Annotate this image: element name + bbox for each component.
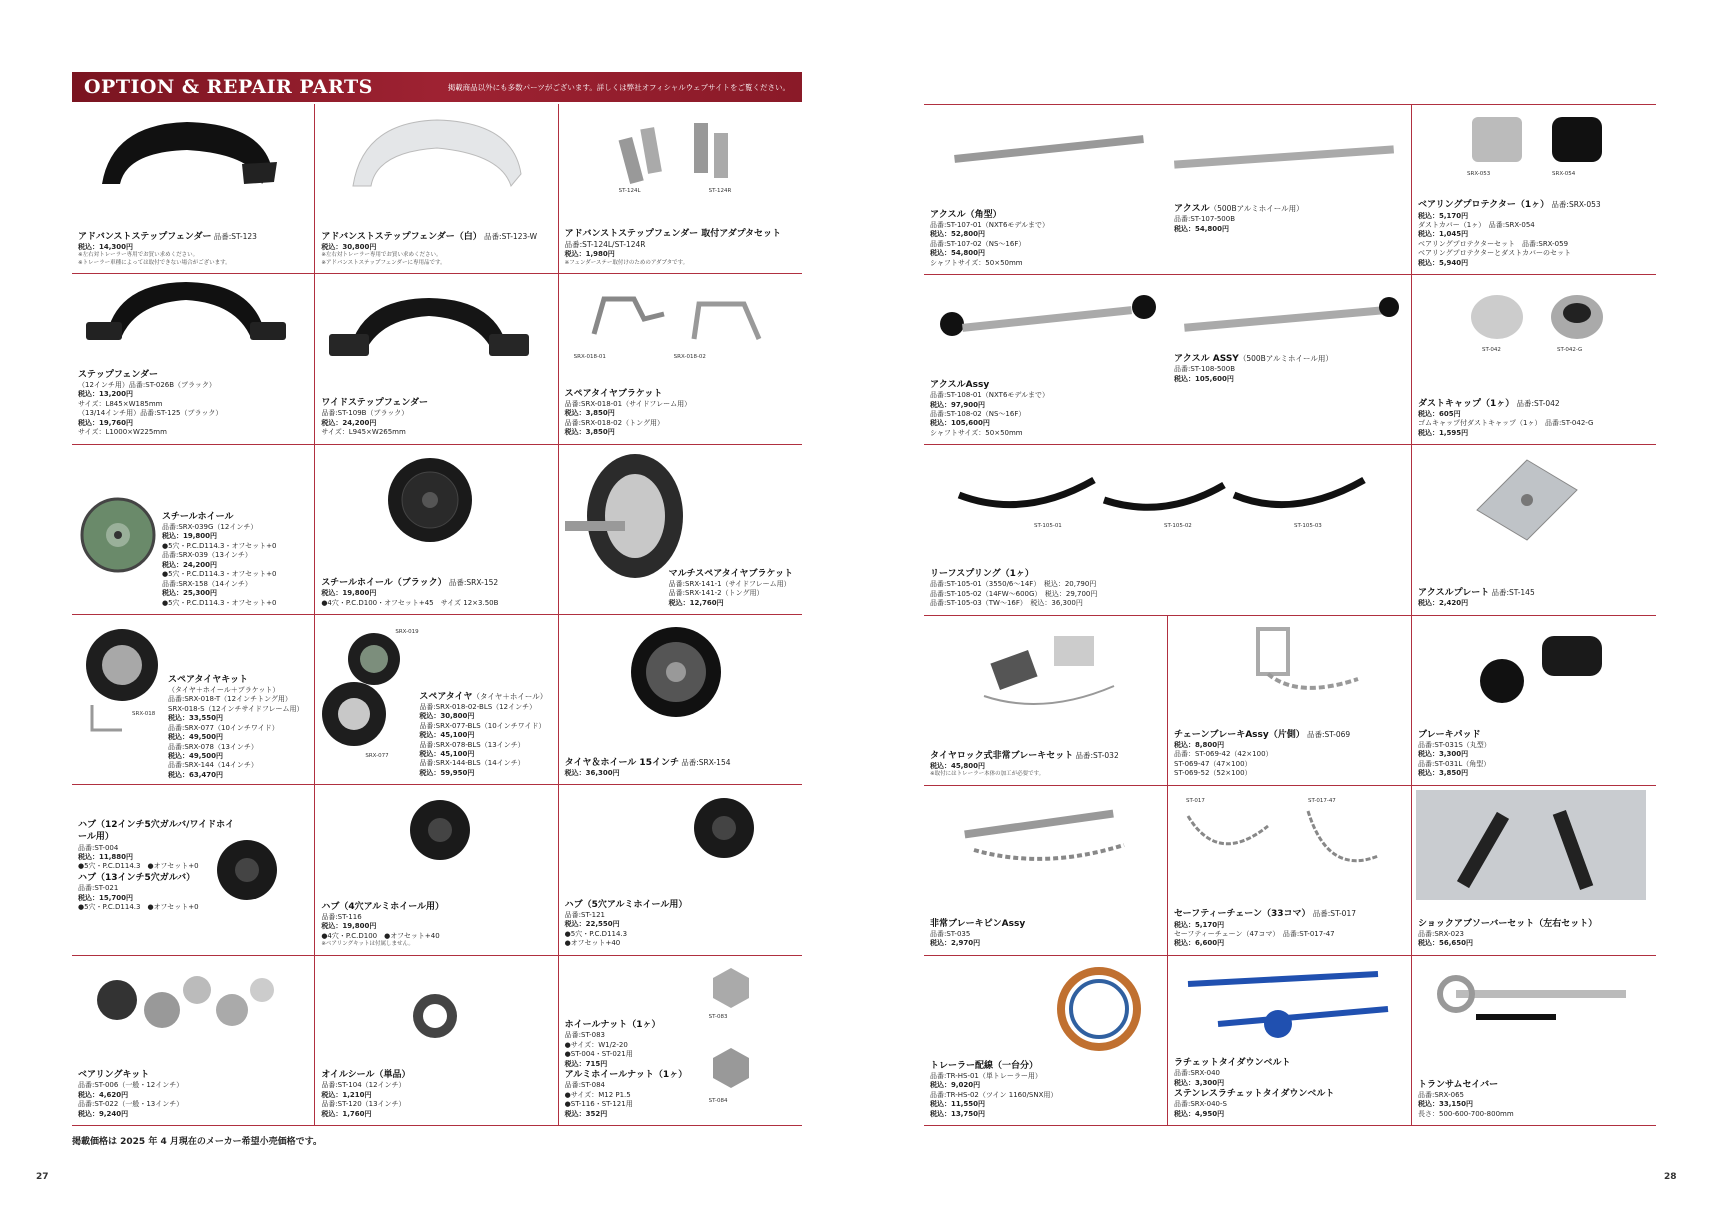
tag-label: ST-042	[1482, 347, 1501, 354]
product-caption: スチールホイール（ブラック） 品番:SRX-152 税込：19,800円 ●4穴・P.C.D100・オフセット+45 サイズ 12×3.50B	[321, 577, 499, 607]
section-header	[72, 72, 802, 102]
product-cell	[315, 956, 558, 1126]
product-cell	[315, 615, 558, 785]
product-cell	[1412, 616, 1656, 786]
product-caption: スペアタイヤブラケット 品番:SRX-018-01（サイドフレーム用） 税込：3,850円 品番:SRX-018-02（トング用） 税込：3,850円	[564, 388, 692, 437]
hub-image	[405, 795, 475, 865]
product-caption: トレーラー配線（一台分） 品番:TR-HS-01（単トレーラー用） 税込：9,020円 品番:TR-HS-02（ツイン 1160/SNX用） 税込：11,550円 税込：13,750円	[930, 1060, 1058, 1118]
product-caption: スチールホイール 品番:SRX-039G（12インチ） 税込：19,800円 ●5穴・P.C.D114.3・オフセット+0 品番:SRX-039（13インチ） 税込：24,200円 ●5穴・P.C.D114.3・オフセット+0 品番:SRX-158（14インチ） 税込：25,300円 ●5穴・P.C.D114.3・オフセット+0	[162, 511, 277, 607]
product-cell	[315, 104, 558, 274]
product-cell	[1412, 275, 1656, 445]
product-caption: ダストキャップ（1ヶ） 品番:ST-042 税込：605円 ゴムキャップ付ダストキャップ（1ヶ） 品番:ST-042-G 税込：1,595円	[1418, 398, 1594, 437]
product-cell	[315, 445, 558, 615]
bearing-protector-image	[1462, 109, 1612, 169]
tag-label: ST-124L	[618, 188, 641, 194]
product-caption: ショックアブソーバーセット（左右セット） 品番:SRX-023 税込：56,650円	[1418, 918, 1598, 948]
product-caption: アドバンストステップフェンダー（白） 品番:ST-123-W 税込：30,800円 ※左右対トレーラー専用でお買い求めください。 ※アドバンストステップフェンダーに専用品です。	[321, 231, 538, 266]
product-caption: アドバンストステップフェンダー 取付アダプタセット 品番:ST-124L/ST-124R 税込：1,980円 ※フェンダーステー取付けのためのアダプタです。	[564, 229, 782, 266]
dust-cap-image	[1462, 289, 1612, 344]
tag-label: SRX-054	[1552, 171, 1576, 177]
product-caption: チェーンブレーキAssy（片側） 品番:ST-069 税込：8,800円 品番：ST-069-42（42×100） ST-069-47（47×100） ST-069-52（52×100）	[1174, 729, 1351, 778]
tag-label: SRX-019	[395, 628, 419, 635]
tag-label: ST-017	[1186, 797, 1205, 804]
shock-absorber-image	[1416, 790, 1646, 900]
product-caption: セーフティーチェーン（33コマ） 品番:ST-017 税込：5,170円 セーフティーチェーン（47コマ） 品番:ST-017-47 税込：6,600円	[1174, 909, 1356, 948]
product-cell	[72, 274, 315, 444]
brake-set-image	[964, 626, 1134, 716]
multi-bracket-image	[565, 451, 685, 581]
product-caption: ベアリングキット 品番:ST-006（一般・12インチ） 税込：4,620円 品番:ST-022（一般・13インチ） 税込：9,240円	[78, 1070, 184, 1118]
white-fender-image	[345, 114, 525, 194]
product-cell	[1168, 616, 1412, 786]
section-note: 掲載商品以外にも多数パーツがございます。詳しくは弊社オフィシャルウェブサイトをご覧ください。	[447, 82, 790, 92]
product-cell	[72, 615, 315, 785]
product-caption: ハブ（5穴アルミホイール用） 品番:ST-121 税込：22,550円 ●5穴・P.C.D114.3 ●オフセット+40	[564, 899, 688, 948]
product-caption: ホイールナット（1ヶ） 品番:ST-083 ●サイズ：W1/2-20 ●ST-004・ST-021用 税込：715円 アルミホイールナット（1ヶ） 品番:ST-084 ●サイズ：M12 P1.5 ●ST-116・ST-121用 税込：352円	[564, 1020, 688, 1118]
price-note: 掲載価格は 2025 年 4 月現在のメーカー希望小売価格です。	[72, 1137, 322, 1147]
product-cell	[559, 104, 802, 274]
tag-label: ST-083	[708, 1013, 728, 1020]
product-caption: アクスルプレート 品番:ST-145 税込：2,420円	[1418, 587, 1535, 608]
tag-label: ST-105-02	[1164, 523, 1192, 530]
right-product-grid	[924, 104, 1656, 1126]
steel-wheel-image	[78, 495, 158, 575]
black-wheel-image	[385, 455, 475, 545]
spare-bracket-image	[574, 284, 784, 354]
tie-down-image	[1178, 964, 1398, 1044]
product-cell	[559, 274, 802, 444]
chain-brake-image	[1208, 624, 1368, 714]
product-cell	[1412, 445, 1656, 615]
hub-image	[689, 793, 759, 863]
safety-chain-image	[1178, 806, 1388, 876]
product-caption: トランサムセイバー 品番:SRX-065 税込：33,150円 長さ：500-600-700-800mm	[1418, 1079, 1514, 1118]
product-cell	[1412, 105, 1656, 275]
product-caption: アクスルAssy 品番:ST-108-01（NXT6モデルまで） 税込：97,900円 品番:ST-108-02（NS〜16F） 税込：105,600円 シャフトサイズ：50×50mm	[930, 380, 1050, 437]
trailer-wiring-image	[1044, 964, 1154, 1054]
product-caption: ブレーキパッド 品番:ST-031S（丸型） 税込：3,300円 品番:ST-031L（角型） 税込：3,850円	[1418, 729, 1491, 778]
tag-label: ST-084	[708, 1097, 728, 1104]
product-cell	[924, 105, 1412, 275]
product-cell	[924, 616, 1168, 786]
tag-label: ST-105-03	[1294, 523, 1322, 530]
product-caption: ステップフェンダー （12インチ用）品番:ST-026B（ブラック） 税込：13,200円 サイズ：L845×W185mm （13/14インチ用）品番:ST-125（ブラック） 税込：19,760円 サイズ：L1000×W225mm	[78, 369, 223, 437]
product-caption: アクスル ASSY（500Bアルミホイール用） 品番:ST-108-500B 税込：105,600円	[1174, 354, 1333, 383]
product-cell	[924, 275, 1412, 445]
wide-fender-image	[329, 294, 529, 359]
product-caption: リーフスプリング（1ヶ） 品番:ST-105-01（3550/6〜14F） 税込：20,790円 品番:ST-105-02（14FW〜600G） 税込：29,700円 品番:ST-105-03（TW〜16F） 税込：36,300円	[930, 569, 1098, 608]
tag-label: SRX-053	[1467, 171, 1491, 177]
bearing-kit-image	[92, 970, 282, 1040]
product-cell	[1168, 786, 1412, 956]
tag-label: SRX-018-02	[673, 354, 706, 361]
step-fender-image	[86, 278, 286, 343]
tag-label: SRX-077	[365, 752, 389, 759]
tag-label: SRX-018-01	[573, 354, 606, 361]
product-caption: マルチスペアタイヤブラケット 品番:SRX-141-1（サイドフレーム用） 品番:SRX-141-2（トング用） 税込：12,760円	[668, 568, 794, 607]
product-caption: アクスル（角型） 品番:ST-107-01（NXT6モデルまで） 税込：52,800円 品番:ST-107-02（NS〜16F） 税込：54,800円 シャフトサイズ：50×50mm	[930, 209, 1050, 267]
tag-label: ST-124R	[708, 188, 732, 194]
adapter-set-image	[614, 118, 744, 188]
axle-assy-image	[934, 289, 1404, 339]
product-caption: オイルシール（単品） 品番:ST-104（12インチ） 税込：1,210円 品番:ST-120（13インチ） 税込：1,760円	[321, 1070, 411, 1118]
product-cell	[559, 785, 802, 955]
transom-saver-image	[1426, 970, 1636, 1040]
product-cell	[1412, 956, 1656, 1126]
alloy-wheel-image	[629, 625, 724, 720]
product-caption: タイヤ＆ホイール 15インチ 品番:SRX-154 税込：36,300円	[564, 757, 731, 777]
product-caption: ハブ（12インチ5穴ガルバ/ワイドホイール用） 品番:ST-004 税込：11,880円 ●5穴・P.C.D114.3 ●オフセット+0 ハブ（13インチ5穴ガルバ） 品番:ST-021 税込：15,700円 ●5穴・P.C.D114.3 ●オフセット+0	[78, 820, 235, 911]
product-cell	[559, 445, 802, 615]
section-title: OPTION & REPAIR PARTS	[84, 76, 373, 98]
axle-plate-image	[1472, 455, 1582, 545]
product-caption: 非常ブレーキピンAssy 品番:ST-035 税込：2,970円	[930, 918, 1026, 948]
tag-label: SRX-018	[132, 710, 156, 717]
product-cell	[1168, 956, 1412, 1126]
product-caption: ワイドステップフェンダー 品番:ST-109B（ブラック） 税込：24,200円 サイズ：L945×W265mm	[321, 398, 428, 437]
product-caption: スペアタイヤキット （タイヤ＋ホイール＋ブラケット） 品番:SRX-018-T（12インチトング用） SRX-018-S（12インチサイドフレーム用） 税込：33,550円 品番:SRX-077（10インチワイド） 税込：49,500円 品番:SRX-078（13インチ） 税込：49,500円 品番:SRX-144（14インチ） 税込：63,470円	[168, 674, 304, 779]
product-caption: ラチェットタイダウンベルト 品番:SRX-040 税込：3,300円 ステンレスラチェットタイダウンベルト 品番:SRX-040-S 税込：4,950円	[1174, 1057, 1335, 1118]
oil-seal-image	[410, 991, 460, 1041]
product-cell	[924, 786, 1168, 956]
page-number-right: 28	[1664, 1172, 1677, 1182]
tag-label: ST-042-G	[1557, 347, 1583, 354]
fender-image	[92, 114, 282, 194]
product-caption: ハブ（4穴アルミホイール用） 品番:ST-116 税込：19,800円 ●4穴・P.C.D100 ●オフセット+40 ※ベアリングキットは付属しません。	[321, 901, 445, 948]
product-cell	[315, 785, 558, 955]
axle-image	[934, 123, 1404, 173]
product-cell	[1412, 786, 1656, 956]
product-cell	[924, 445, 1412, 615]
left-page	[0, 0, 855, 1205]
left-product-grid	[72, 104, 802, 1126]
product-cell	[72, 445, 315, 615]
product-cell	[315, 274, 558, 444]
tag-label: ST-017-47	[1308, 797, 1336, 804]
product-caption: アクスル（500Bアルミホイール用） 品番:ST-107-500B 税込：54,800円	[1174, 204, 1304, 233]
product-caption: スペアタイヤ（タイヤ＋ホイール） 品番:SRX-018-02-BLS（12インチ） 税込：30,800円 品番:SRX-077-BLS（10インチワイド） 税込：45,100円 品番:SRX-078-BLS（13インチ） 税込：45,100円 品番:SRX-144-BLS（14インチ） 税込：59,950円	[419, 691, 548, 777]
spare-tire-image	[319, 629, 409, 749]
product-caption: タイヤロック式非常ブレーキセット 品番:ST-032 税込：45,800円 ※取付にはトレーラー本体の加工が必要です。	[930, 750, 1119, 778]
spare-kit-image	[82, 625, 162, 735]
product-caption: アドバンストステップフェンダー 品番:ST-123 税込：14,300円 ※左右対トレーラー専用でお買い求めください。 ※トレーラー車種によっては取付できない場合がございます。	[78, 231, 257, 266]
tag-label: ST-105-01	[1034, 523, 1062, 530]
page-number-left: 27	[36, 1172, 49, 1182]
product-cell	[559, 615, 802, 785]
leaf-spring-image	[954, 465, 1374, 525]
product-caption: ベアリングプロテクター（1ヶ） 品番:SRX-053 税込：5,170円 ダストカバー（1ヶ） 品番:SRX-054 税込：1,045円 ベアリングプロテクターセット 品番:SRX-059 ベアリングプロテクターとダストカバーのセット 税込：5,940円	[1418, 200, 1601, 267]
product-cell	[72, 956, 315, 1126]
product-cell	[559, 956, 802, 1126]
brake-pin-image	[954, 800, 1134, 880]
product-cell	[72, 785, 315, 955]
brake-pad-image	[1472, 626, 1612, 706]
product-cell	[72, 104, 315, 274]
product-cell	[924, 956, 1168, 1126]
